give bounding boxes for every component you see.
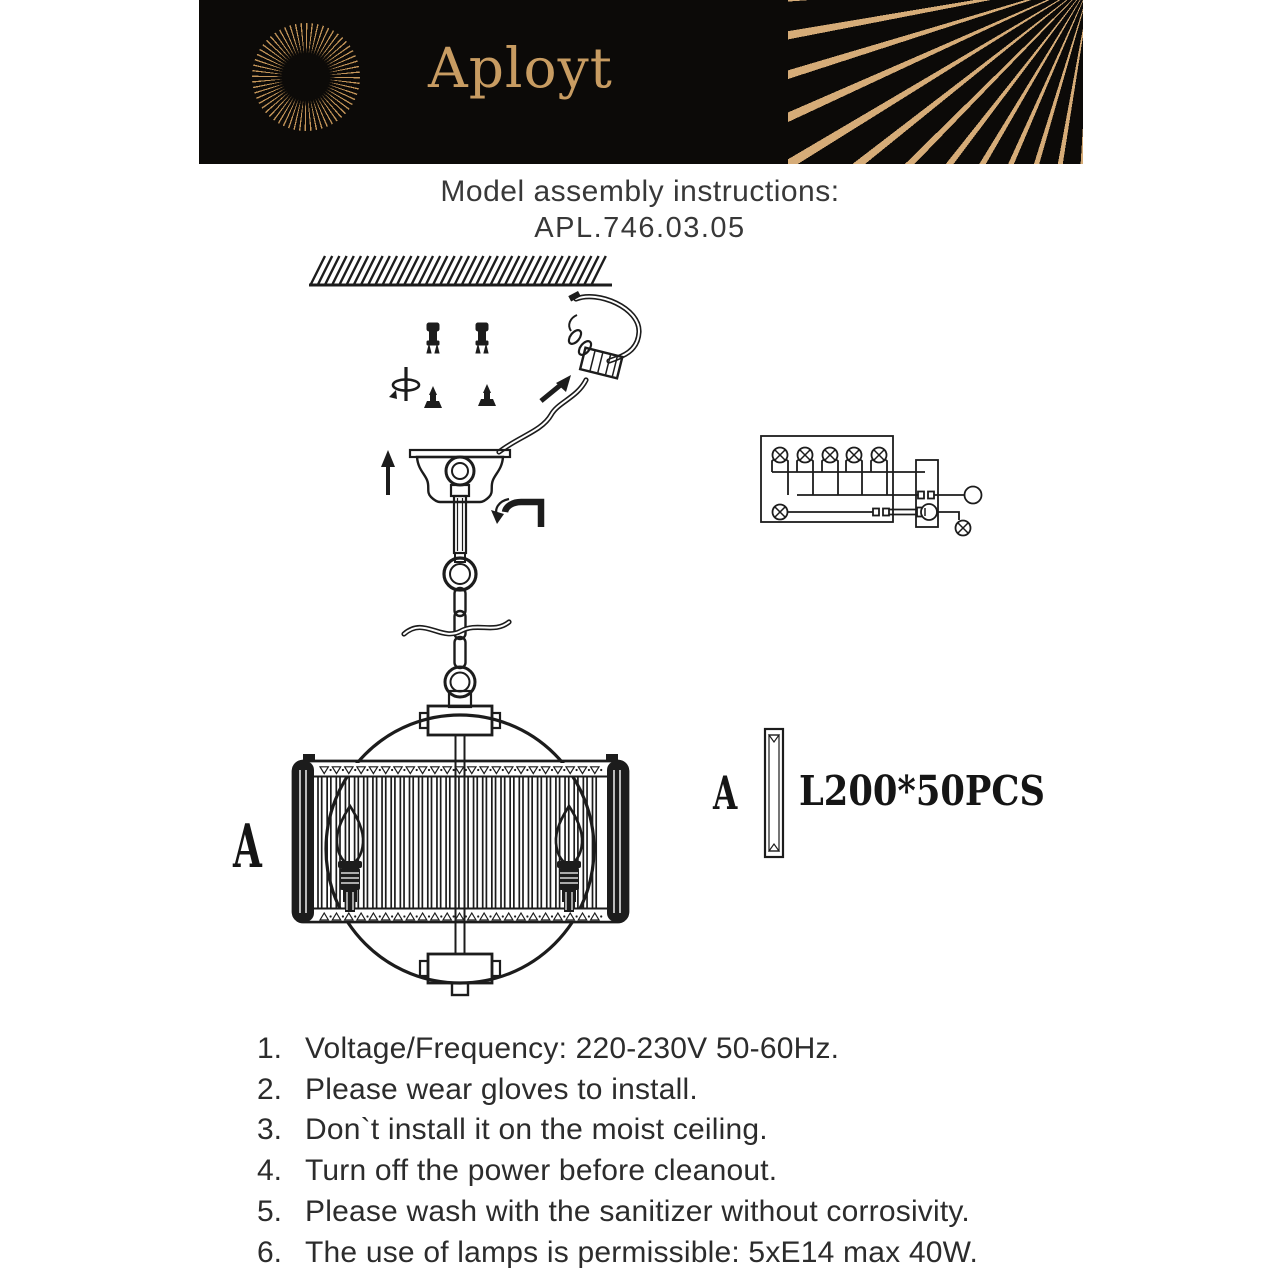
instruction-item bbox=[0, 1192, 1280, 1233]
chain-icon bbox=[404, 553, 509, 707]
crystal-rod-icon bbox=[765, 729, 783, 857]
instruction-number: 6. bbox=[256, 1235, 282, 1269]
chandelier-icon bbox=[293, 706, 628, 995]
canopy-icon bbox=[381, 450, 541, 553]
instruction-list bbox=[0, 1029, 1280, 1273]
instruction-item bbox=[0, 1151, 1280, 1192]
instruction-item bbox=[0, 1110, 1280, 1151]
screw-icon bbox=[424, 386, 442, 408]
wall-anchor-icon bbox=[476, 323, 488, 353]
instruction-item bbox=[0, 1070, 1280, 1111]
rotate-screw-icon bbox=[389, 367, 419, 401]
instruction-text: Voltage/Frequency: 220-230V 50-60Hz. bbox=[305, 1032, 840, 1065]
instruction-item bbox=[0, 1029, 1280, 1070]
crystal-detail-label: A bbox=[713, 766, 738, 820]
brand-name: Aployt bbox=[428, 36, 613, 100]
crystal-spec: L200*50PCS bbox=[799, 767, 1045, 815]
instruction-text: Please wash with the sanitizer without corrosivity. bbox=[305, 1194, 970, 1228]
instruction-number: 3. bbox=[256, 1113, 282, 1147]
instruction-item bbox=[0, 1233, 1280, 1274]
instruction-text: Don`t install it on the moist ceiling. bbox=[305, 1113, 768, 1147]
instruction-number: 5. bbox=[256, 1194, 282, 1228]
circuit-diagram-icon bbox=[761, 436, 982, 536]
wall-anchor-icon bbox=[427, 323, 439, 353]
screw-icon bbox=[478, 384, 496, 406]
page-title: Model assembly instructions: bbox=[440, 175, 840, 208]
wire-connection-icon bbox=[499, 291, 639, 452]
instruction-number: 1. bbox=[256, 1032, 282, 1065]
instruction-text: Please wear gloves to install. bbox=[305, 1072, 698, 1106]
instruction-number: 4. bbox=[256, 1154, 282, 1188]
instruction-text: Turn off the power before cleanout. bbox=[305, 1154, 778, 1188]
model-number: APL.746.03.05 bbox=[534, 212, 746, 244]
instruction-text: The use of lamps is permissible: 5xE14 max 40W. bbox=[305, 1235, 979, 1269]
shade-detail-label: A bbox=[233, 812, 262, 882]
instruction-number: 2. bbox=[256, 1072, 282, 1106]
ceiling-hatch-icon bbox=[311, 256, 606, 284]
